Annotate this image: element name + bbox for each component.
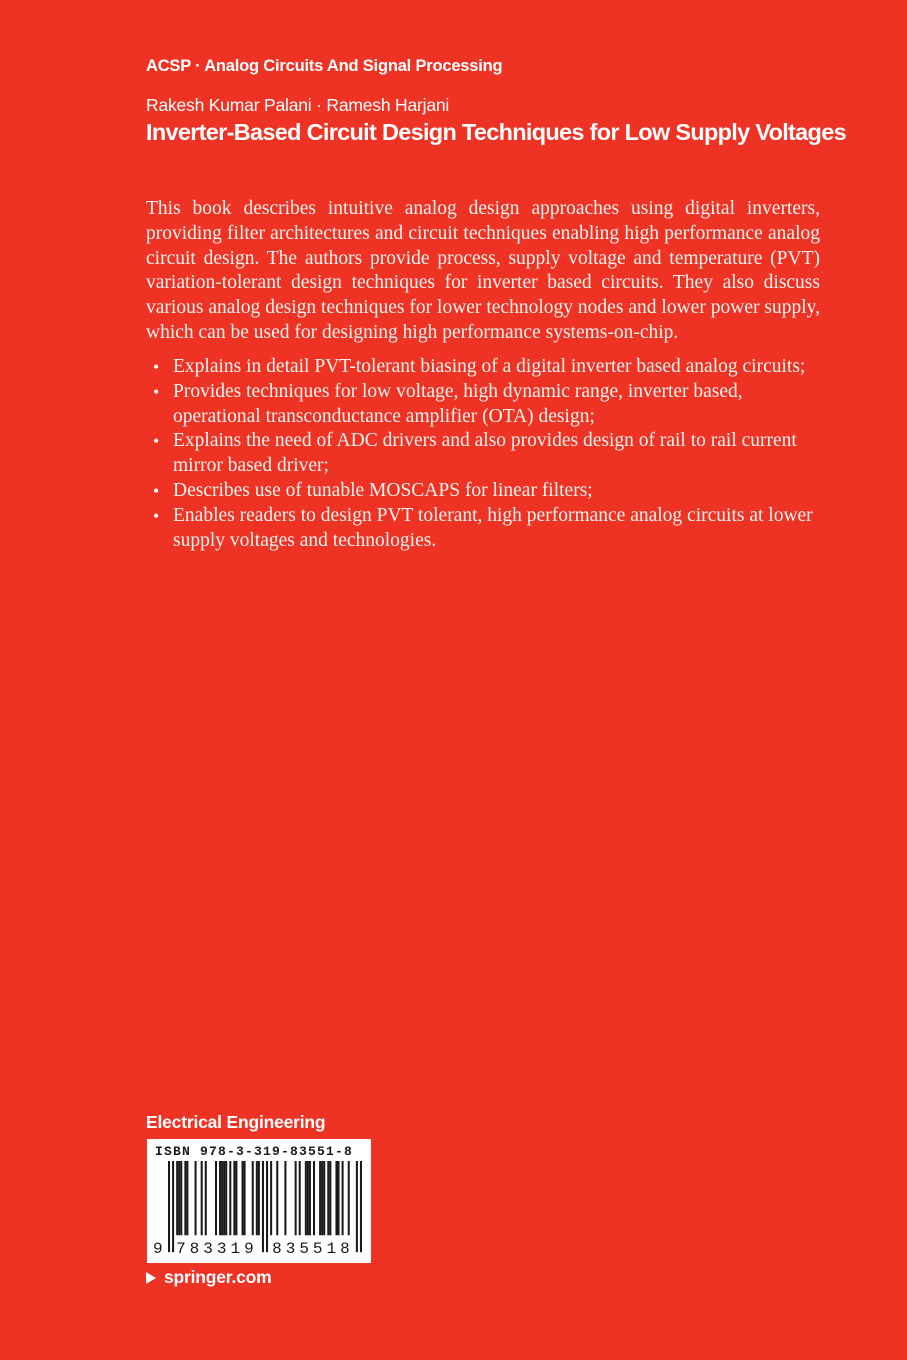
bullet-dot: •	[153, 381, 160, 402]
barcode-digits-right: 835518	[272, 1240, 354, 1258]
bullet-dot: •	[153, 505, 160, 526]
bullet-dot: •	[153, 357, 160, 377]
highlight-item	[146, 380, 822, 430]
highlight-text: Explains the need of ADC drivers and also provides design of rail to rail current mirror based driver;	[173, 430, 797, 477]
highlight-item	[146, 355, 822, 380]
authors: Rakesh Kumar Palani · Ramesh Harjani	[146, 95, 450, 115]
highlight-text: Provides techniques for low voltage, high dynamic range, inverter based, operational transconductance amplifier (OTA) design;	[173, 380, 743, 427]
bullet-dot: •	[153, 431, 160, 452]
highlight-item	[146, 479, 822, 504]
highlight-text: Enables readers to design PVT tolerant, high performance analog circuits at lower supply voltages and technologies.	[173, 504, 813, 551]
category-label: Electrical Engineering	[146, 1112, 326, 1132]
bullet-dot: •	[153, 480, 160, 501]
arrow-icon	[146, 1272, 156, 1284]
highlight-text: Describes use of tunable MOSCAPS for linear filters;	[173, 479, 593, 501]
book-title: Inverter-Based Circuit Design Techniques for Low Supply Voltages	[146, 119, 846, 145]
highlight-item	[146, 504, 822, 554]
book-description: This book describes intuitive analog design approaches using digital inverters, providing filter architectures and circuit techniques enabling high performance analog circuit design. The authors provide process, supply voltage and temperature (PVT) variation-tolerant design techniques for inverter based circuits. They also discuss various analog design techniques for lower technology nodes and lower power supply, which can be used for designing high performance systems-on-chip.	[146, 198, 820, 343]
barcode-digits-left: 783319	[176, 1240, 258, 1258]
publisher-site-label: springer.com	[164, 1267, 272, 1287]
isbn-number: ISBN 978-3-319-83551-8	[155, 1144, 354, 1159]
highlights-list	[146, 355, 822, 553]
highlight-text: Explains in detail PVT-tolerant biasing of a digital inverter based analog circuits;	[173, 356, 806, 377]
publisher-link	[146, 1267, 272, 1288]
highlight-item	[146, 429, 822, 479]
isbn-barcode-box	[147, 1139, 371, 1263]
ean13-barcode	[153, 1161, 362, 1258]
series-name: ACSP · Analog Circuits And Signal Processing	[146, 57, 503, 75]
barcode-digit-first: 9	[153, 1240, 163, 1258]
